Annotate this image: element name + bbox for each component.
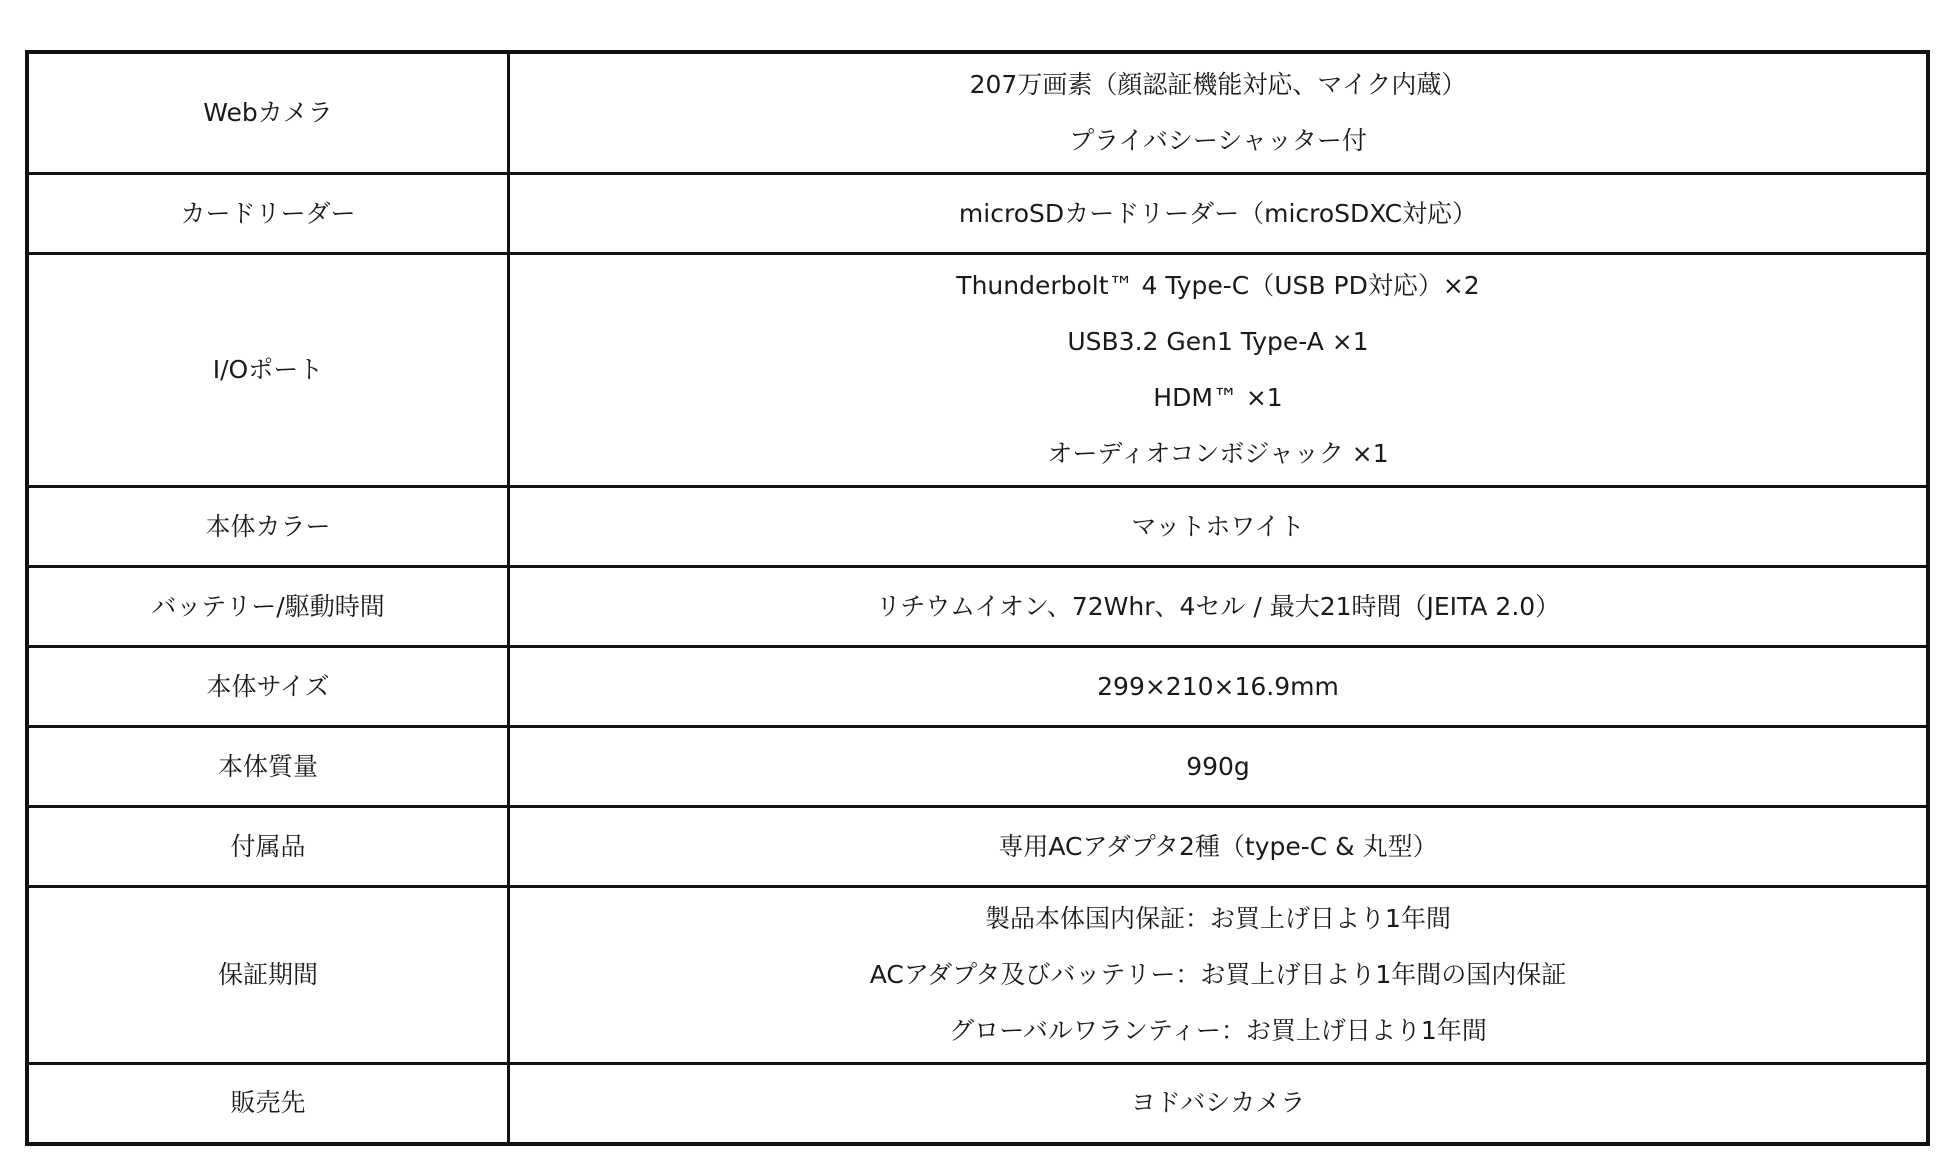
row-value-body-size (509, 647, 1929, 727)
row-value-battery (509, 567, 1929, 647)
value-line: 207万画素（顔認証機能対応、マイク内蔵） (969, 70, 1467, 99)
row-label-accessories: 付属品 (27, 807, 509, 887)
table-row (27, 254, 1928, 487)
table-row (27, 727, 1928, 807)
table-row (27, 807, 1928, 887)
row-label-io-ports: I/Oポート (27, 254, 509, 487)
table-row (27, 52, 1928, 174)
value-line: ACアダプタ及びバッテリー：お買上げ日より1年間の国内保証 (869, 960, 1567, 989)
row-value-accessories (509, 807, 1929, 887)
value-line: プライバシーシャッター付 (1069, 126, 1367, 155)
row-value-body-color (509, 487, 1929, 567)
row-value-body-weight (509, 727, 1929, 807)
table-row (27, 647, 1928, 727)
table-row (27, 487, 1928, 567)
value-line: マットホワイト (1131, 511, 1305, 541)
row-value-io-ports (509, 254, 1929, 487)
value-line: Thunderbolt™ 4 Type-C（USB PD対応）×2 (956, 271, 1480, 300)
value-line: オーディオコンボジャック ×1 (1047, 439, 1389, 468)
row-label-warranty: 保証期間 (27, 887, 509, 1064)
table-row (27, 1064, 1928, 1144)
row-label-body-size: 本体サイズ (27, 647, 509, 727)
row-label-battery: バッテリー/駆動時間 (27, 567, 509, 647)
value-line: ヨドバシカメラ (1130, 1088, 1306, 1118)
value-line: リチウムイオン、72Whr、4セル / 最大21時間（JEITA 2.0） (875, 591, 1561, 621)
value-line: USB3.2 Gen1 Type-A ×1 (1067, 327, 1369, 356)
spec-table (25, 50, 1930, 1146)
row-label-body-weight: 本体質量 (27, 727, 509, 807)
value-line: 990g (1186, 751, 1250, 781)
row-value-retailer (509, 1064, 1929, 1144)
row-label-body-color: 本体カラー (27, 487, 509, 567)
row-value-card-reader (509, 174, 1929, 254)
row-value-warranty (509, 887, 1929, 1064)
row-label-retailer: 販売先 (27, 1064, 509, 1144)
value-line: microSDカードリーダー（microSDXC対応） (958, 198, 1478, 228)
table-row (27, 887, 1928, 1064)
value-line: 専用ACアダプタ2種（type-C & 丸型） (998, 831, 1438, 861)
row-label-card-reader: カードリーダー (27, 174, 509, 254)
table-row (27, 174, 1928, 254)
value-line: 299×210×16.9mm (1097, 671, 1339, 701)
table-row (27, 567, 1928, 647)
row-value-webcam (509, 52, 1929, 174)
value-line: 製品本体国内保証：お買上げ日より1年間 (985, 904, 1451, 933)
value-line: HDM™ ×1 (1153, 383, 1283, 412)
value-line: グローバルワランティー：お買上げ日より1年間 (949, 1016, 1487, 1045)
row-label-webcam: Webカメラ (27, 52, 509, 174)
